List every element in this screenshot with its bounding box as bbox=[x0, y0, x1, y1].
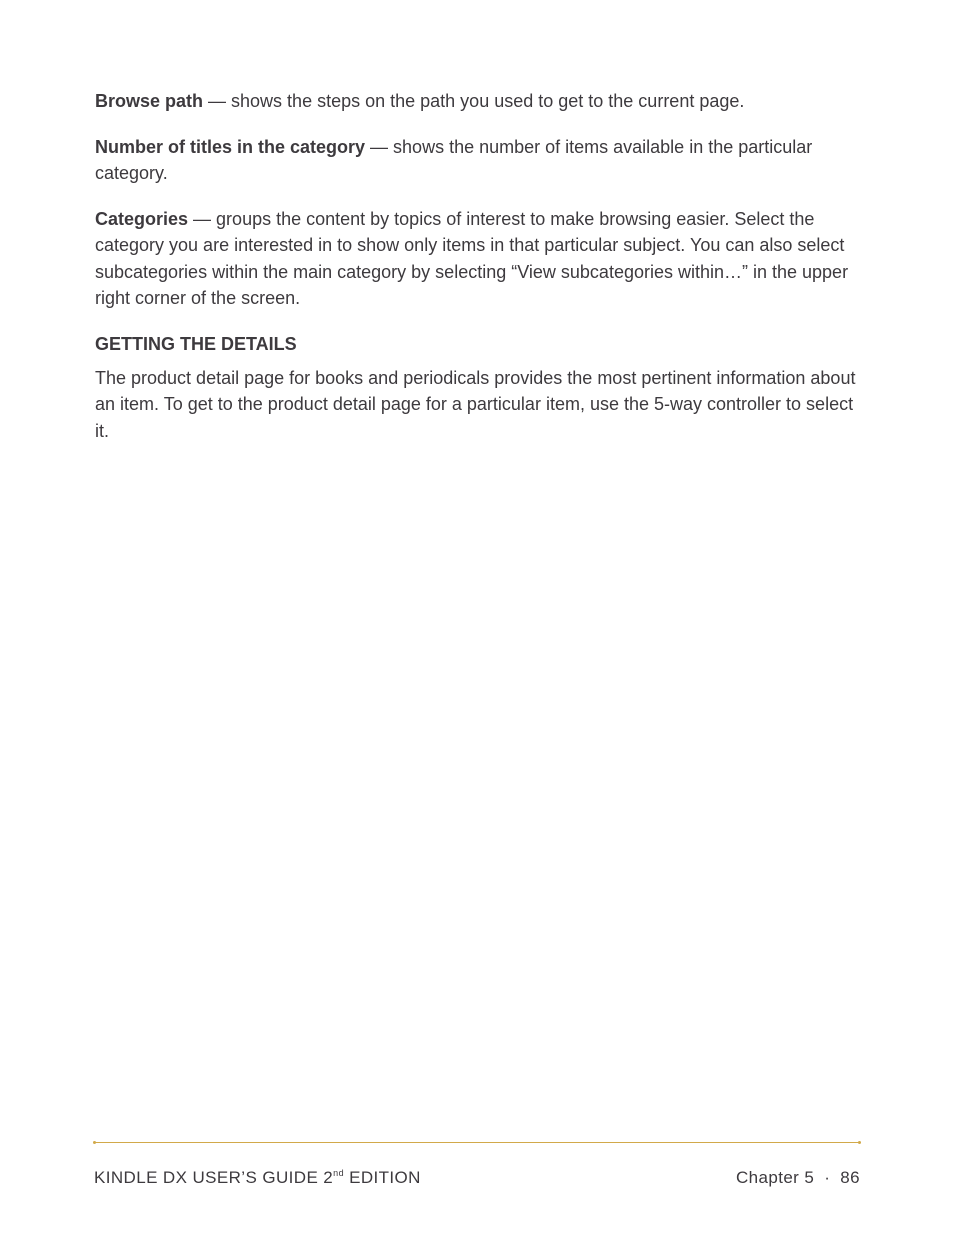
categories-definition bbox=[95, 206, 865, 312]
browse-path-definition bbox=[95, 88, 865, 115]
chapter-label: Chapter 5 bbox=[735, 1168, 815, 1187]
footer-guide-title bbox=[94, 1168, 421, 1188]
page-number: 86 bbox=[840, 1168, 860, 1187]
edition-superscript: nd bbox=[333, 1168, 344, 1178]
edition-word: EDITION bbox=[343, 1168, 421, 1187]
categories-term: Categories bbox=[95, 208, 189, 229]
page-content bbox=[95, 88, 865, 463]
browse-path-text: — shows the steps on the path you used to get to the current page. bbox=[203, 91, 745, 111]
section-heading: GETTING THE DETAILS bbox=[95, 333, 297, 354]
footer-page-info bbox=[736, 1168, 860, 1188]
browse-path-term: Browse path bbox=[95, 91, 204, 111]
footer-divider bbox=[94, 1142, 860, 1143]
number-of-titles-term: Number of titles in the category bbox=[95, 136, 366, 157]
section-body: The product detail page for books and periodicals provides the most pertinent information about an item. To get to the product detail page for a particular item, use the 5-way controller to select it. bbox=[95, 367, 856, 441]
categories-text: — groups the content by topics of interest to make browsing easier. Select the category you are interested in to show only items in that particular subject. You can also select subcategories within the main category by selecting “View subcategories within…” in the upper right corner of the screen. bbox=[95, 208, 849, 308]
number-of-titles-definition bbox=[95, 134, 865, 187]
guide-title-text: KINDLE DX USER’S GUIDE 2 bbox=[94, 1168, 334, 1187]
number-of-titles-text: — shows the number of items available in the particular category. bbox=[95, 136, 813, 183]
footer-separator: · bbox=[824, 1168, 831, 1187]
